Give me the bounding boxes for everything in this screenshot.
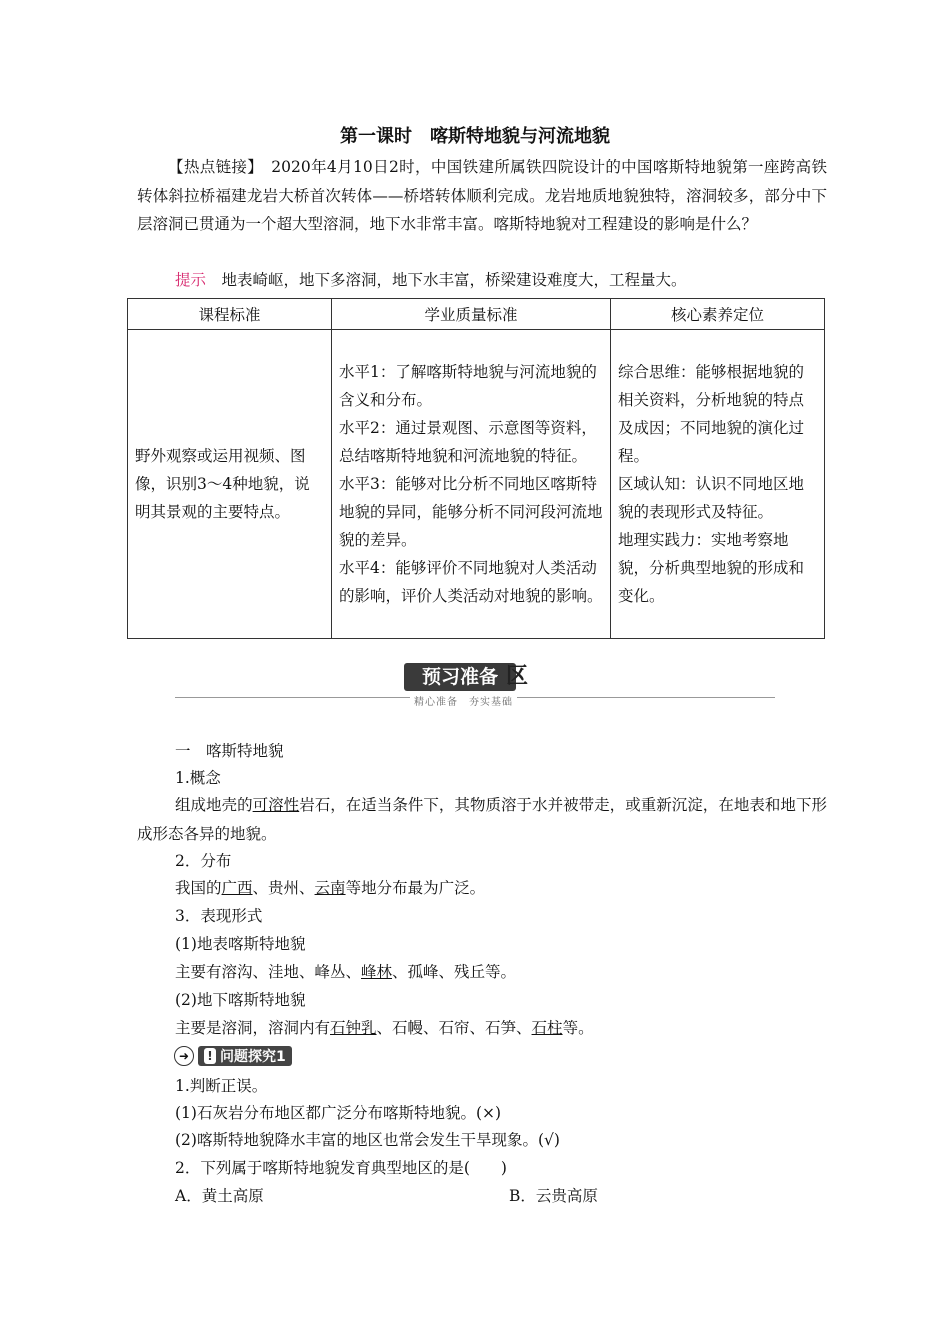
literacy-item: 综合思维：能够根据地貌的相关资料，分析地貌的特点及成因；不同地貌的演化过程。: [618, 363, 805, 465]
text-span: 等地分布最为广泛。: [345, 879, 486, 897]
option-a: A．黄土高原: [175, 1187, 264, 1205]
underground-heading: (2)地下喀斯特地貌: [175, 991, 306, 1009]
text-span: 我国的: [175, 879, 222, 897]
option-b: B．云贵高原: [509, 1187, 598, 1205]
text-span: 、孤峰、残丘等。: [392, 963, 517, 981]
literacy-item: 区域认知：认识不同地区地貌的表现形式及特征。: [618, 475, 805, 521]
table-header: 核心素养定位: [611, 299, 825, 330]
exclamation-icon: !: [204, 1048, 216, 1064]
section-banner-suffix: 区: [506, 664, 529, 689]
table-row: [128, 330, 825, 639]
section-banner: 预习准备: [404, 663, 516, 691]
question-badge-label: 问题探究1: [220, 1049, 286, 1065]
course-standard-text: 野外观察或运用视频、图像，识别3～4种地貌，说明其景观的主要特点。: [135, 447, 310, 521]
fill-answer: 峰林: [361, 963, 393, 981]
distribution-text: [175, 874, 485, 902]
table-cell-course-standard: [128, 330, 332, 639]
question-badge-box: [198, 1046, 292, 1066]
concept-text: [137, 791, 827, 848]
hotspot-text: 2020年4月10日2时，中国铁建所属铁四院设计的中国喀斯特地貌第一座跨高铁转体斜拉桥福建龙岩大桥首次转体——桥塔转体顺利完成。龙岩地质地貌独特，溶洞较多，部分中下层溶洞已贯通为一个超大型溶洞，地下水非常丰富。喀斯特地貌对工程建设的影响是什么？: [137, 158, 827, 233]
hotspot-label: 【热点链接】: [168, 158, 256, 176]
quality-level: 水平3：能够对比分析不同地区喀斯特地貌的异同，能够分析不同河段河流地貌的差异。: [339, 475, 603, 549]
table-cell-quality-standard: [332, 330, 611, 639]
question-2: 2．下列属于喀斯特地貌发育典型地区的是( ): [175, 1159, 507, 1177]
underground-text: [175, 1014, 594, 1042]
surface-heading: (1)地表喀斯特地貌: [175, 935, 306, 953]
table-header-row: [128, 299, 825, 330]
question-1: 1.判断正误。: [175, 1077, 268, 1095]
hint-line: [175, 266, 687, 294]
fill-answer: 云南: [314, 879, 346, 897]
question-1b: (2)喀斯特地貌降水丰富的地区也常会发生干旱现象。(√): [175, 1131, 560, 1149]
section-banner-subtitle: 精心准备 夯实基础: [410, 693, 517, 708]
quality-level: 水平4：能够评价不同地貌对人类活动的影响，评价人类活动对地貌的影响。: [339, 559, 603, 605]
question-badge: [174, 1045, 292, 1067]
surface-text: [175, 958, 516, 986]
table-cell-core-literacy: [611, 330, 825, 639]
text-span: 主要有溶沟、洼地、峰丛、: [175, 963, 362, 981]
fill-answer: 石钟乳: [330, 1019, 377, 1037]
text-span: 、贵州、: [252, 879, 315, 897]
section-heading: 一 喀斯特地貌: [175, 742, 284, 760]
literacy-item: 地理实践力：实地考察地貌，分析典型地貌的形成和变化。: [618, 531, 805, 605]
forms-heading: 3．表现形式: [175, 907, 263, 925]
text-span: 等。: [562, 1019, 594, 1037]
table-header: 课程标准: [128, 299, 332, 330]
arrow-right-icon: ➜: [174, 1046, 194, 1066]
curriculum-table: [127, 298, 825, 639]
quality-level: 水平2：通过景观图、示意图等资料，总结喀斯特地貌和河流地貌的特征。: [339, 419, 597, 465]
hint-text: 地表崎岖，地下多溶洞，地下水丰富，桥梁建设难度大，工程量大。: [206, 271, 687, 289]
question-1a: (1)石灰岩分布地区都广泛分布喀斯特地貌。(×): [175, 1104, 502, 1122]
fill-answer: 石柱: [531, 1019, 563, 1037]
fill-answer: 可溶性: [252, 796, 300, 814]
text-span: 组成地壳的: [175, 796, 253, 814]
hint-label: 提示: [175, 271, 207, 289]
distribution-heading: 2．分布: [175, 852, 232, 870]
hotspot-paragraph: [137, 153, 827, 239]
table-header: 学业质量标准: [332, 299, 611, 330]
text-span: 岩石，在适当条件下，其物质溶于水并被带走，或重新沉淀，在地表和地下形成形态各异的地貌。: [137, 796, 827, 843]
page-title: 第一课时 喀斯特地貌与河流地貌: [340, 126, 610, 147]
text-span: 、石幔、石帘、石笋、: [376, 1019, 532, 1037]
concept-heading: 1.概念: [175, 769, 221, 787]
fill-answer: 广西: [221, 879, 253, 897]
text-span: 主要是溶洞，溶洞内有: [175, 1019, 331, 1037]
quality-level: 水平1：了解喀斯特地貌与河流地貌的含义和分布。: [339, 363, 597, 409]
